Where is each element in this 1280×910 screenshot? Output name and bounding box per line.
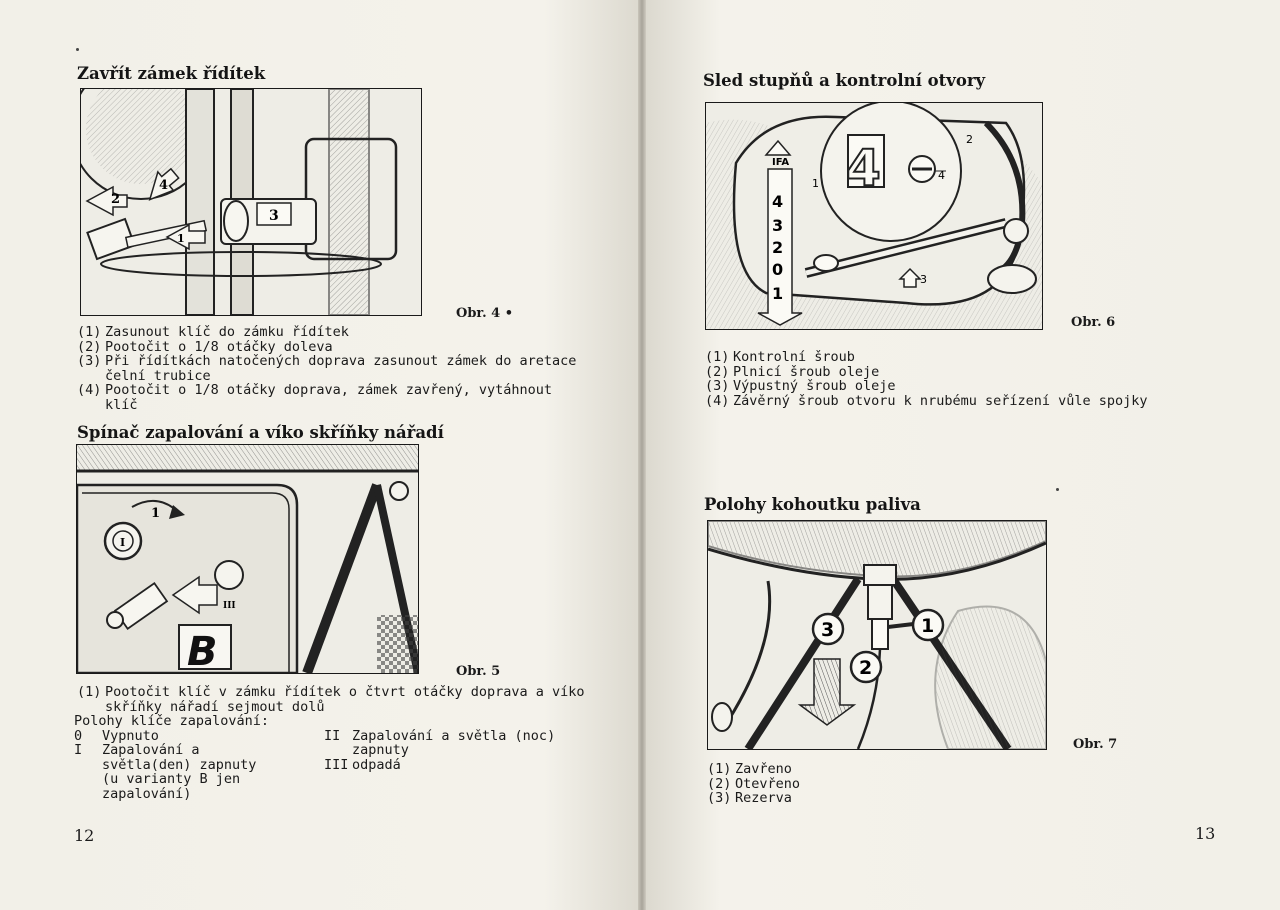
figure-caption-obr5: Obr. 5	[456, 664, 501, 679]
fig6-cover-4: 4	[846, 139, 881, 197]
fig4-label-1: 1	[177, 232, 185, 245]
steering-lock-illustration	[81, 89, 421, 315]
figure-fuel-tap	[707, 520, 1047, 750]
section-heading-steering-lock: Zavřít zámek řídítek	[77, 64, 266, 83]
fig5-label-1: 1	[151, 506, 161, 521]
print-speck	[1056, 488, 1059, 491]
figure-caption-obr7: Obr. 7	[1073, 737, 1118, 752]
fig5-label-III: III	[223, 601, 236, 611]
list-item: (2) Pootočit o 1/8 otáčky doleva	[77, 338, 333, 355]
fig5-label-I: I	[120, 536, 126, 549]
fig7-label-2: 2	[859, 657, 873, 679]
print-speck	[76, 48, 79, 51]
list-item: I Zapalování a světla(den) zapnuty (u varianty B jen zapalování)	[74, 742, 257, 802]
gear-sequence-illustration	[706, 103, 1042, 329]
ignition-key-positions	[74, 714, 562, 801]
section-heading-gear-sequence: Sled stupňů a kontrolní otvory	[703, 71, 986, 90]
figure-caption-obr4: Obr. 4 •	[456, 306, 514, 321]
fig7-label-1: 1	[921, 615, 935, 637]
fig5-label-B: B	[187, 629, 218, 673]
ignition-switch-steps	[77, 685, 587, 714]
fig4-label-2: 2	[111, 192, 121, 207]
list-item: (1) Pootočit klíč v zámku řídítek o čtvrt otáčky doprava a víko skříňky nářadí sejmout dolů	[77, 684, 585, 715]
list-item: (1) Kontrolní šroub	[705, 349, 855, 365]
fuel-tap-positions	[707, 762, 1007, 806]
list-item: (2) Plnicí šroub oleje	[705, 363, 880, 380]
list-item: III odpadá	[324, 756, 401, 773]
section-heading-fuel-tap: Polohy kohoutku paliva	[704, 495, 921, 514]
fig6-callout-4: 4	[938, 169, 945, 182]
control-holes-list	[705, 350, 1225, 408]
page-number-right: 13	[1195, 824, 1216, 843]
ignition-switch-illustration	[77, 445, 418, 673]
list-item: (4) Pootočit o 1/8 otáčky doprava, zámek zavřený, vytáhnout klíč	[77, 382, 553, 413]
steering-lock-steps	[77, 325, 587, 413]
list-item: (4) Závěrný šroub otvoru k nrubému seřízení vůle spojky	[705, 392, 1148, 409]
section-heading-ignition-switch: Spínač zapalování a víko skříňky nářadí	[77, 423, 444, 442]
fuel-tap-illustration	[708, 521, 1046, 749]
fig6-gear-3: 3	[772, 216, 784, 235]
fig6-label-ifa: IFA	[772, 157, 790, 168]
fig6-callout-1: 1	[812, 177, 819, 190]
fig6-callout-3: 3	[920, 273, 927, 286]
fig6-gear-2: 2	[772, 238, 784, 257]
list-item: (3) Rezerva	[707, 790, 792, 807]
key-positions-column-2	[324, 729, 562, 802]
list-item: (2) Otevřeno	[707, 775, 801, 792]
list-item: (3) Výpustný šroub oleje	[705, 378, 896, 395]
fig6-gear-0: 0	[772, 260, 784, 279]
page-number-left: 12	[74, 826, 95, 845]
fig4-label-4: 4	[159, 178, 169, 193]
fig6-gear-1: 1	[772, 284, 784, 303]
book-gutter	[638, 0, 646, 910]
key-positions-column-1	[74, 729, 298, 802]
list-item: 0 Vypnuto	[74, 727, 159, 744]
list-item: (1) Zavřeno	[707, 761, 792, 777]
key-positions-title: Polohy klíče zapalování:	[74, 713, 270, 729]
list-item: II Zapalování a světla (noc) zapnuty	[324, 727, 556, 758]
figure-gear-sequence	[705, 102, 1043, 330]
fig4-label-3: 3	[269, 208, 279, 224]
figure-steering-lock	[80, 88, 422, 316]
list-item: (1) Zasunout klíč do zámku řídítek	[77, 324, 349, 340]
list-item: (3) Při řídítkách natočených doprava zasunout zámek do aretace čelní trubice	[77, 353, 577, 384]
fig6-callout-2: 2	[966, 133, 973, 146]
figure-caption-obr6: Obr. 6	[1071, 315, 1116, 330]
fig6-gear-4: 4	[772, 192, 784, 211]
fig7-label-3: 3	[821, 619, 835, 641]
figure-ignition-switch	[76, 444, 419, 674]
